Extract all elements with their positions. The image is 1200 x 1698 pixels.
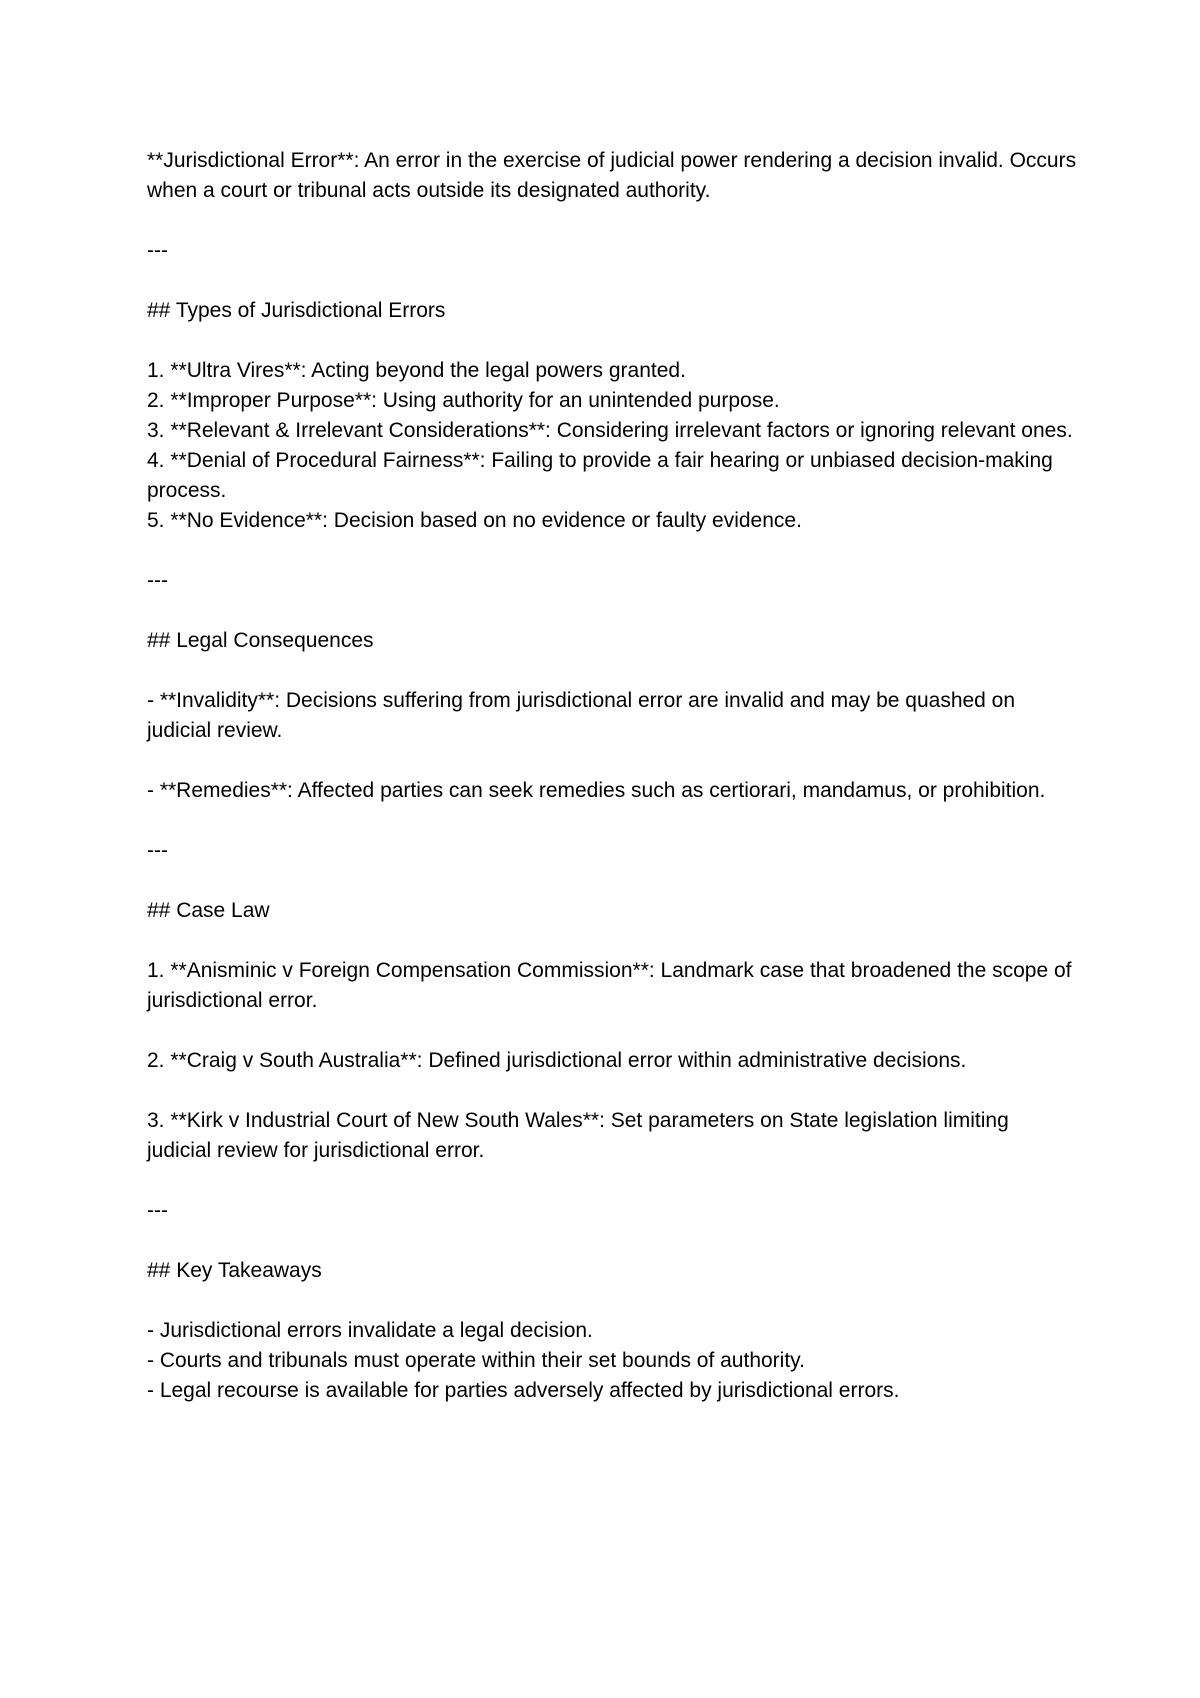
- takeaways-list: [147, 1316, 1077, 1406]
- consequences-heading: ## Legal Consequences: [147, 629, 374, 652]
- separator: ---: [147, 239, 168, 262]
- case-law-heading: ## Case Law: [147, 899, 270, 922]
- separator: ---: [147, 569, 168, 592]
- list-item: 4. **Denial of Procedural Fairness**: Failing to provide a fair hearing or unbiased decision-making process.: [147, 449, 1053, 502]
- separator: ---: [147, 1199, 168, 1222]
- list-item: 3. **Relevant & Irrelevant Considerations**: Considering irrelevant factors or ignoring relevant ones.: [147, 419, 1073, 442]
- list-item: 3. **Kirk v Industrial Court of New South Wales**: Set parameters on State legislation limiting judicial review for jurisdictional error.: [147, 1109, 1009, 1162]
- list-item: 2. **Craig v South Australia**: Defined jurisdictional error within administrative decisions.: [147, 1049, 967, 1072]
- list-item: 2. **Improper Purpose**: Using authority for an unintended purpose.: [147, 389, 780, 412]
- list-item: - Courts and tribunals must operate within their set bounds of authority.: [147, 1349, 805, 1372]
- intro-paragraph: **Jurisdictional Error**: An error in the exercise of judicial power rendering a decision invalid. Occurs when a court or tribunal acts outside its designated authority.: [147, 149, 1077, 202]
- takeaways-heading: ## Key Takeaways: [147, 1259, 322, 1282]
- list-item: - **Remedies**: Affected parties can seek remedies such as certiorari, mandamus, or prohibition.: [147, 779, 1046, 802]
- separator: ---: [147, 839, 168, 862]
- list-item: 1. **Ultra Vires**: Acting beyond the legal powers granted.: [147, 359, 686, 382]
- list-item: - Legal recourse is available for parties adversely affected by jurisdictional errors.: [147, 1379, 900, 1402]
- list-item: 5. **No Evidence**: Decision based on no evidence or faulty evidence.: [147, 509, 802, 532]
- types-list: [147, 356, 1077, 536]
- list-item: - Jurisdictional errors invalidate a legal decision.: [147, 1319, 593, 1342]
- list-item: - **Invalidity**: Decisions suffering from jurisdictional error are invalid and may be quashed on judicial review.: [147, 689, 1016, 742]
- list-item: 1. **Anisminic v Foreign Compensation Commission**: Landmark case that broadened the scope of jurisdictional error.: [147, 959, 1072, 1012]
- types-heading: ## Types of Jurisdictional Errors: [147, 299, 446, 322]
- document-body: [147, 146, 1077, 1406]
